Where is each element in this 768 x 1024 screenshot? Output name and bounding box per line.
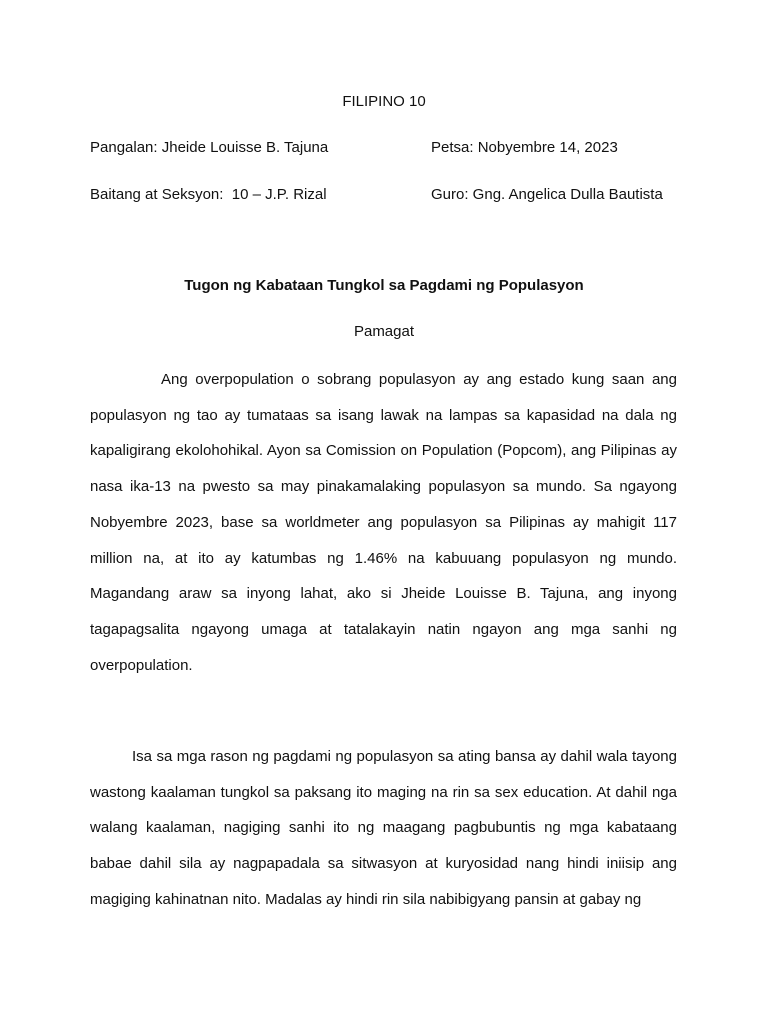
document-date: Petsa: Nobyembre 14, 2023 [431,139,618,156]
essay-subtitle: Pamagat [353,323,415,340]
course-heading: FILIPINO 10 [342,93,426,110]
info-row-name-date [90,139,690,157]
body-paragraph-2: Isa sa mga rason ng pagdami ng populasyon sa ating bansa ay dahil wala tayong wastong kaalaman tungkol sa paksang ito maging na rin sa sex education. At dahil nga walang kaalaman, nagiging sanhi ito ng maagang pagbubuntis ng mga kabataang babae dahil sila ay nagpapadala sa sitwasyon at kuryosidad nang hindi iniisip ang magiging kahinatnan nito. Madalas ay hindi rin sila nabibigyang pansin at gabay ng [90,748,677,908]
teacher-name: Guro: Gng. Angelica Dulla Bautista [431,186,663,203]
grade-section: Baitang at Seksyon: 10 – J.P. Rizal [90,186,327,203]
body-paragraph-1: Ang overpopulation o sobrang populasyon ay ang estado kung saan ang populasyon ng tao ay tumataas sa isang lawak na lampas sa kapasidad na dala ng kapaligirang ekolohohikal. Ayon sa Comission on Population (Popcom), ang Pilipinas ay nasa ika-13 na pwesto sa may pinakamalaking populasyon sa mundo. Sa ngayong Nobyembre 2023, base sa worldmeter ang populasyon sa Pilipinas ay mahigit 117 million na, at ito ay katumbas ng 1.46% na kabuuang populasyon ng mundo. Magandang araw sa inyong lahat, ako si Jheide Louisse B. Tajuna, ang inyong tagapagsalita ngayong umaga at tatalakayin natin ngayon ang mga sanhi ng overpopulation. [90,371,677,674]
essay-title: Tugon ng Kabataan Tungkol sa Pagdami ng Populasyon [184,277,584,294]
student-name: Pangalan: Jheide Louisse B. Tajuna [90,139,329,156]
info-row-grade-teacher [90,186,690,204]
